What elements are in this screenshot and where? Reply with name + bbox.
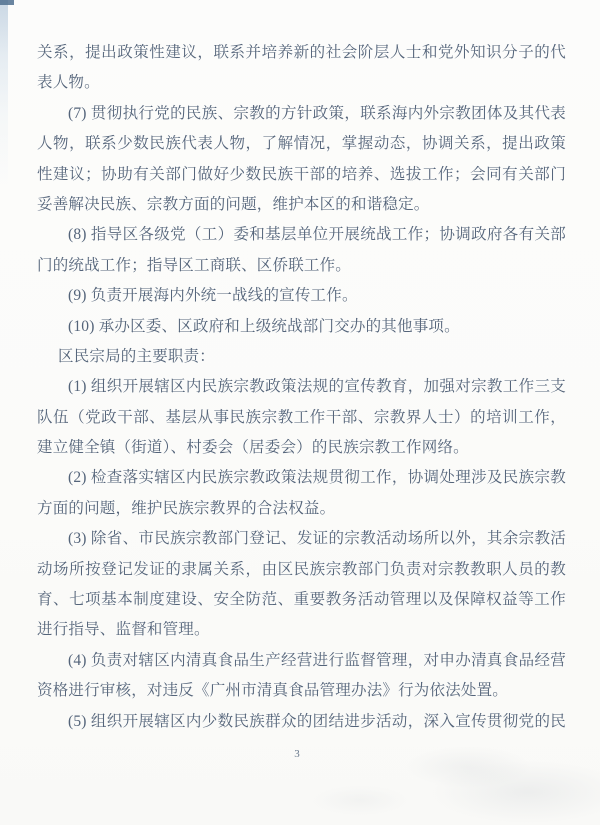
text-line: 队伍（党政干部、基层从事民族宗教工作干部、宗教界人士）的培训工作， xyxy=(37,408,566,426)
text-line: 性建议；协助有关部门做好少数民族干部的培养、选拔工作；会同有关部门 xyxy=(37,165,566,183)
section-heading: 区民宗局的主要职责： xyxy=(58,347,216,365)
text-line: (4) 负责对辖区内清真食品生产经营进行监督管理，对申办清真食品经营 xyxy=(68,651,566,669)
text-line: (7) 贯彻执行党的民族、宗教的方针政策，联系海内外宗教团体及其代表 xyxy=(68,104,566,122)
text-line: 关系，提出政策性建议，联系并培养新的社会阶层人士和党外知识分子的代 xyxy=(37,44,566,61)
text-line: (1) 组织开展辖区内民族宗教政策法规的宣传教育，加强对宗教工作三支 xyxy=(68,378,566,396)
text-line: 育、七项基本制度建设、安全防范、重要教务活动管理以及保障权益等工作 xyxy=(37,591,566,609)
scan-corner-artifact xyxy=(0,0,14,5)
text-line: 方面的问题，维护民族宗教界的合法权益。 xyxy=(37,499,336,517)
text-line: 资格进行审核，对违反《广州市清真食品管理办法》行为依法处置。 xyxy=(37,682,509,700)
text-line: (10) 承办区委、区政府和上级统战部门交办的其他事项。 xyxy=(68,317,460,335)
text-line: (9) 负责开展海内外统一战线的宣传工作。 xyxy=(68,287,358,305)
document-text-block xyxy=(37,38,566,737)
text-line: 妥善解决民族、宗教方面的问题，维护本区的和谐稳定。 xyxy=(37,195,430,213)
text-line: 表人物。 xyxy=(37,74,100,92)
page-number: 3 xyxy=(294,748,300,760)
text-line: 进行指导、监督和管理。 xyxy=(37,621,210,639)
scan-edge-artifact xyxy=(0,0,8,185)
text-line: (8) 指导区各级党（工）委和基层单位开展统战工作；协调政府各有关部 xyxy=(68,226,566,244)
text-line: 建立健全镇（街道）、村委会（居委会）的民族宗教工作网络。 xyxy=(37,439,469,457)
text-line: 人物，联系少数民族代表人物，了解情况，掌握动态，协调关系，提出政策 xyxy=(37,135,566,153)
text-line: (3) 除省、市民族宗教部门登记、发证的宗教活动场所以外，其余宗教活 xyxy=(68,530,566,548)
text-line: (5) 组织开展辖区内少数民族群众的团结进步活动，深入宣传贯彻党的民 xyxy=(68,712,566,730)
text-line: 门的统战工作；指导区工商联、区侨联工作。 xyxy=(37,256,352,274)
text-line: (2) 检查落实辖区内民族宗教政策法规贯彻工作，协调处理涉及民族宗教 xyxy=(68,469,566,487)
text-line: 动场所按登记发证的隶属关系，由区民族宗教部门负责对宗教教职人员的教 xyxy=(37,560,566,578)
